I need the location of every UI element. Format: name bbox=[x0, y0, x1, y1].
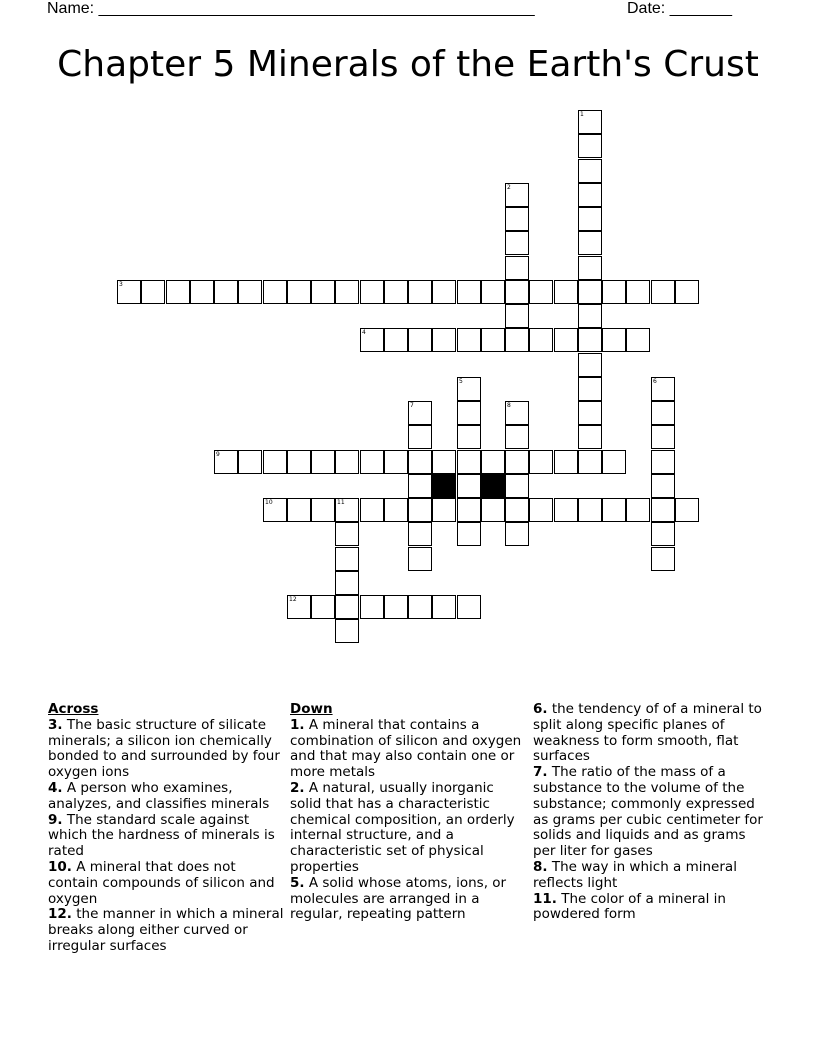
grid-cell[interactable] bbox=[384, 280, 408, 304]
clue-text: A solid whose atoms, ions, or molecules are arranged in a regular, repeating pattern bbox=[290, 874, 507, 923]
grid-cell[interactable] bbox=[432, 498, 456, 522]
clue-text: the manner in which a mineral breaks along either curved or irregular surfaces bbox=[48, 906, 284, 954]
clue-down-7 bbox=[533, 765, 767, 860]
grid-cell[interactable] bbox=[432, 280, 456, 304]
down-heading: Down bbox=[290, 701, 333, 717]
grid-cell[interactable] bbox=[578, 207, 602, 231]
grid-cell[interactable] bbox=[311, 498, 335, 522]
grid-cell[interactable] bbox=[287, 595, 311, 619]
grid-cell[interactable] bbox=[578, 183, 602, 207]
grid-cell[interactable] bbox=[554, 498, 578, 522]
grid-cell[interactable] bbox=[311, 280, 335, 304]
clue-number: 1. bbox=[290, 716, 305, 733]
grid-cell[interactable] bbox=[335, 280, 359, 304]
grid-cell[interactable] bbox=[408, 401, 432, 425]
grid-cell[interactable] bbox=[505, 425, 529, 449]
grid-cell[interactable] bbox=[432, 595, 456, 619]
clue-number: 2. bbox=[290, 779, 305, 796]
grid-cell[interactable] bbox=[505, 474, 529, 498]
grid-block bbox=[432, 474, 456, 498]
clue-down-5 bbox=[290, 876, 526, 923]
grid-cell[interactable] bbox=[578, 134, 602, 158]
grid-cell[interactable] bbox=[651, 450, 675, 474]
across-heading: Across bbox=[48, 701, 99, 717]
clue-number-label: 8 bbox=[507, 402, 511, 409]
clue-across-4 bbox=[48, 781, 284, 813]
grid-cell[interactable] bbox=[554, 280, 578, 304]
grid-cell[interactable] bbox=[263, 280, 287, 304]
grid-cell[interactable] bbox=[360, 595, 384, 619]
grid-cell[interactable] bbox=[214, 280, 238, 304]
grid-cell[interactable] bbox=[408, 280, 432, 304]
clue-text: The way in which a mineral reflects light bbox=[533, 858, 737, 891]
grid-cell[interactable] bbox=[651, 377, 675, 401]
grid-cell[interactable] bbox=[432, 450, 456, 474]
grid-cell[interactable] bbox=[505, 183, 529, 207]
grid-cell[interactable] bbox=[457, 377, 481, 401]
grid-cell[interactable] bbox=[457, 425, 481, 449]
grid-cell[interactable] bbox=[481, 328, 505, 352]
clue-down-8 bbox=[533, 860, 767, 892]
grid-cell[interactable] bbox=[457, 450, 481, 474]
clue-down-1 bbox=[290, 718, 526, 781]
clue-down-6 bbox=[533, 702, 767, 765]
grid-cell[interactable] bbox=[360, 328, 384, 352]
grid-cell[interactable] bbox=[651, 401, 675, 425]
grid-cell[interactable] bbox=[651, 522, 675, 546]
clue-number-label: 1 bbox=[580, 111, 584, 118]
grid-cell[interactable] bbox=[287, 280, 311, 304]
clue-number-label: 2 bbox=[507, 184, 511, 191]
grid-cell[interactable] bbox=[505, 231, 529, 255]
name-field-label: Name: _________________________________________________ bbox=[47, 0, 535, 17]
grid-cell[interactable] bbox=[529, 280, 553, 304]
grid-cell[interactable] bbox=[505, 401, 529, 425]
grid-cell[interactable] bbox=[578, 450, 602, 474]
clue-number: 5. bbox=[290, 874, 305, 891]
grid-cell[interactable] bbox=[505, 207, 529, 231]
grid-cell[interactable] bbox=[529, 450, 553, 474]
grid-cell[interactable] bbox=[505, 498, 529, 522]
down-clues-column-continued bbox=[533, 702, 767, 923]
grid-cell[interactable] bbox=[408, 595, 432, 619]
grid-cell[interactable] bbox=[578, 280, 602, 304]
clue-down-11 bbox=[533, 892, 767, 924]
grid-cell[interactable] bbox=[554, 450, 578, 474]
grid-block bbox=[481, 474, 505, 498]
grid-cell[interactable] bbox=[602, 498, 626, 522]
grid-cell[interactable] bbox=[457, 401, 481, 425]
clue-text: A mineral that contains a combination of silicon and oxygen and that may also contain one or more metals bbox=[290, 716, 522, 781]
clue-number-label: 9 bbox=[216, 451, 220, 458]
grid-cell[interactable] bbox=[578, 159, 602, 183]
grid-cell[interactable] bbox=[141, 280, 165, 304]
grid-cell[interactable] bbox=[626, 498, 650, 522]
grid-cell[interactable] bbox=[602, 328, 626, 352]
grid-cell[interactable] bbox=[651, 474, 675, 498]
grid-cell[interactable] bbox=[651, 425, 675, 449]
grid-cell[interactable] bbox=[651, 498, 675, 522]
grid-cell[interactable] bbox=[481, 450, 505, 474]
clue-text: The color of a mineral in powdered form bbox=[533, 890, 726, 923]
grid-cell[interactable] bbox=[626, 328, 650, 352]
grid-cell[interactable] bbox=[263, 498, 287, 522]
grid-cell[interactable] bbox=[335, 498, 359, 522]
clue-across-3 bbox=[48, 718, 284, 781]
grid-cell[interactable] bbox=[408, 547, 432, 571]
grid-cell[interactable] bbox=[384, 498, 408, 522]
page-title: Chapter 5 Minerals of the Earth's Crust bbox=[57, 44, 759, 85]
grid-cell[interactable] bbox=[335, 522, 359, 546]
grid-cell[interactable] bbox=[578, 328, 602, 352]
grid-cell[interactable] bbox=[651, 280, 675, 304]
clue-down-2 bbox=[290, 781, 526, 876]
clue-number-label: 12 bbox=[289, 596, 297, 603]
grid-cell[interactable] bbox=[675, 280, 699, 304]
grid-cell[interactable] bbox=[457, 474, 481, 498]
grid-cell[interactable] bbox=[238, 450, 262, 474]
grid-cell[interactable] bbox=[408, 425, 432, 449]
grid-cell[interactable] bbox=[578, 498, 602, 522]
grid-cell[interactable] bbox=[457, 328, 481, 352]
grid-cell[interactable] bbox=[457, 522, 481, 546]
clue-number: 12. bbox=[48, 906, 72, 923]
grid-cell[interactable] bbox=[287, 498, 311, 522]
clue-across-12 bbox=[48, 907, 284, 954]
clue-number: 6. bbox=[533, 701, 548, 717]
grid-cell[interactable] bbox=[432, 328, 456, 352]
grid-cell[interactable] bbox=[505, 304, 529, 328]
clue-number: 10. bbox=[48, 858, 72, 875]
grid-cell[interactable] bbox=[335, 547, 359, 571]
grid-cell[interactable] bbox=[602, 280, 626, 304]
grid-cell[interactable] bbox=[457, 498, 481, 522]
grid-cell[interactable] bbox=[651, 547, 675, 571]
clue-text: The standard scale against which the hardness of minerals is rated bbox=[48, 811, 275, 860]
grid-cell[interactable] bbox=[408, 328, 432, 352]
clue-number: 3. bbox=[48, 716, 63, 733]
clue-number: 11. bbox=[533, 890, 557, 907]
grid-cell[interactable] bbox=[626, 280, 650, 304]
grid-cell[interactable] bbox=[408, 522, 432, 546]
grid-cell[interactable] bbox=[335, 450, 359, 474]
grid-cell[interactable] bbox=[335, 595, 359, 619]
clue-number: 9. bbox=[48, 811, 63, 828]
grid-cell[interactable] bbox=[602, 450, 626, 474]
clue-number: 8. bbox=[533, 858, 548, 875]
clue-text: The ratio of the mass of a substance to the volume of the substance; commonly expressed as grams per cubic centimeter for solids and liquids and as grams per liter for gases bbox=[533, 764, 763, 860]
grid-cell[interactable] bbox=[505, 256, 529, 280]
clue-text: A mineral that does not contain compounds of silicon and oxygen bbox=[48, 858, 275, 907]
grid-cell[interactable] bbox=[578, 231, 602, 255]
grid-cell[interactable] bbox=[457, 280, 481, 304]
grid-cell[interactable] bbox=[578, 304, 602, 328]
grid-cell[interactable] bbox=[505, 522, 529, 546]
clue-number: 4. bbox=[48, 779, 63, 796]
grid-cell[interactable] bbox=[408, 450, 432, 474]
clue-number-label: 4 bbox=[362, 329, 366, 336]
grid-cell[interactable] bbox=[238, 280, 262, 304]
grid-cell[interactable] bbox=[505, 450, 529, 474]
grid-cell[interactable] bbox=[578, 110, 602, 134]
grid-cell[interactable] bbox=[384, 450, 408, 474]
grid-cell[interactable] bbox=[360, 498, 384, 522]
clue-number-label: 3 bbox=[119, 281, 123, 288]
clue-text: A person who examines, analyzes, and classifies minerals bbox=[48, 779, 270, 812]
clue-number-label: 7 bbox=[410, 402, 414, 409]
grid-cell[interactable] bbox=[311, 450, 335, 474]
clue-text: A natural, usually inorganic solid that has a characteristic chemical composition, an orderly internal structure, and a characteristic set of physical properties bbox=[290, 779, 515, 875]
clue-text: the tendency of of a mineral to split along specific planes of weakness to form smooth, flat surfaces bbox=[533, 701, 762, 765]
grid-cell[interactable] bbox=[335, 571, 359, 595]
grid-cell[interactable] bbox=[529, 498, 553, 522]
date-field-label: Date: _______ bbox=[627, 0, 732, 17]
clue-number-label: 5 bbox=[459, 378, 463, 385]
grid-cell[interactable] bbox=[578, 256, 602, 280]
clue-number-label: 11 bbox=[337, 499, 345, 506]
grid-cell[interactable] bbox=[408, 498, 432, 522]
grid-cell[interactable] bbox=[311, 595, 335, 619]
grid-cell[interactable] bbox=[457, 595, 481, 619]
clue-number-label: 6 bbox=[653, 378, 657, 385]
across-clues-column bbox=[48, 702, 284, 955]
grid-cell[interactable] bbox=[505, 328, 529, 352]
grid-cell[interactable] bbox=[384, 328, 408, 352]
grid-cell[interactable] bbox=[578, 353, 602, 377]
grid-cell[interactable] bbox=[263, 450, 287, 474]
grid-cell[interactable] bbox=[481, 280, 505, 304]
grid-cell[interactable] bbox=[384, 595, 408, 619]
grid-cell[interactable] bbox=[360, 280, 384, 304]
grid-cell[interactable] bbox=[578, 401, 602, 425]
grid-cell[interactable] bbox=[578, 377, 602, 401]
clue-number-label: 10 bbox=[265, 499, 273, 506]
grid-cell[interactable] bbox=[578, 425, 602, 449]
grid-cell[interactable] bbox=[190, 280, 214, 304]
clue-across-10 bbox=[48, 860, 284, 907]
clue-number: 7. bbox=[533, 764, 548, 781]
clue-across-9 bbox=[48, 813, 284, 860]
grid-cell[interactable] bbox=[529, 328, 553, 352]
grid-cell[interactable] bbox=[214, 450, 238, 474]
down-clues-column bbox=[290, 702, 526, 923]
grid-cell[interactable] bbox=[408, 474, 432, 498]
grid-cell[interactable] bbox=[166, 280, 190, 304]
grid-cell[interactable] bbox=[505, 280, 529, 304]
grid-cell[interactable] bbox=[481, 498, 505, 522]
grid-cell[interactable] bbox=[360, 450, 384, 474]
grid-cell[interactable] bbox=[675, 498, 699, 522]
clue-text: The basic structure of silicate minerals; a silicon ion chemically bonded to and surrounded by four oxygen ions bbox=[48, 716, 280, 781]
grid-cell[interactable] bbox=[554, 328, 578, 352]
grid-cell[interactable] bbox=[117, 280, 141, 304]
grid-cell[interactable] bbox=[287, 450, 311, 474]
grid-cell[interactable] bbox=[335, 619, 359, 643]
